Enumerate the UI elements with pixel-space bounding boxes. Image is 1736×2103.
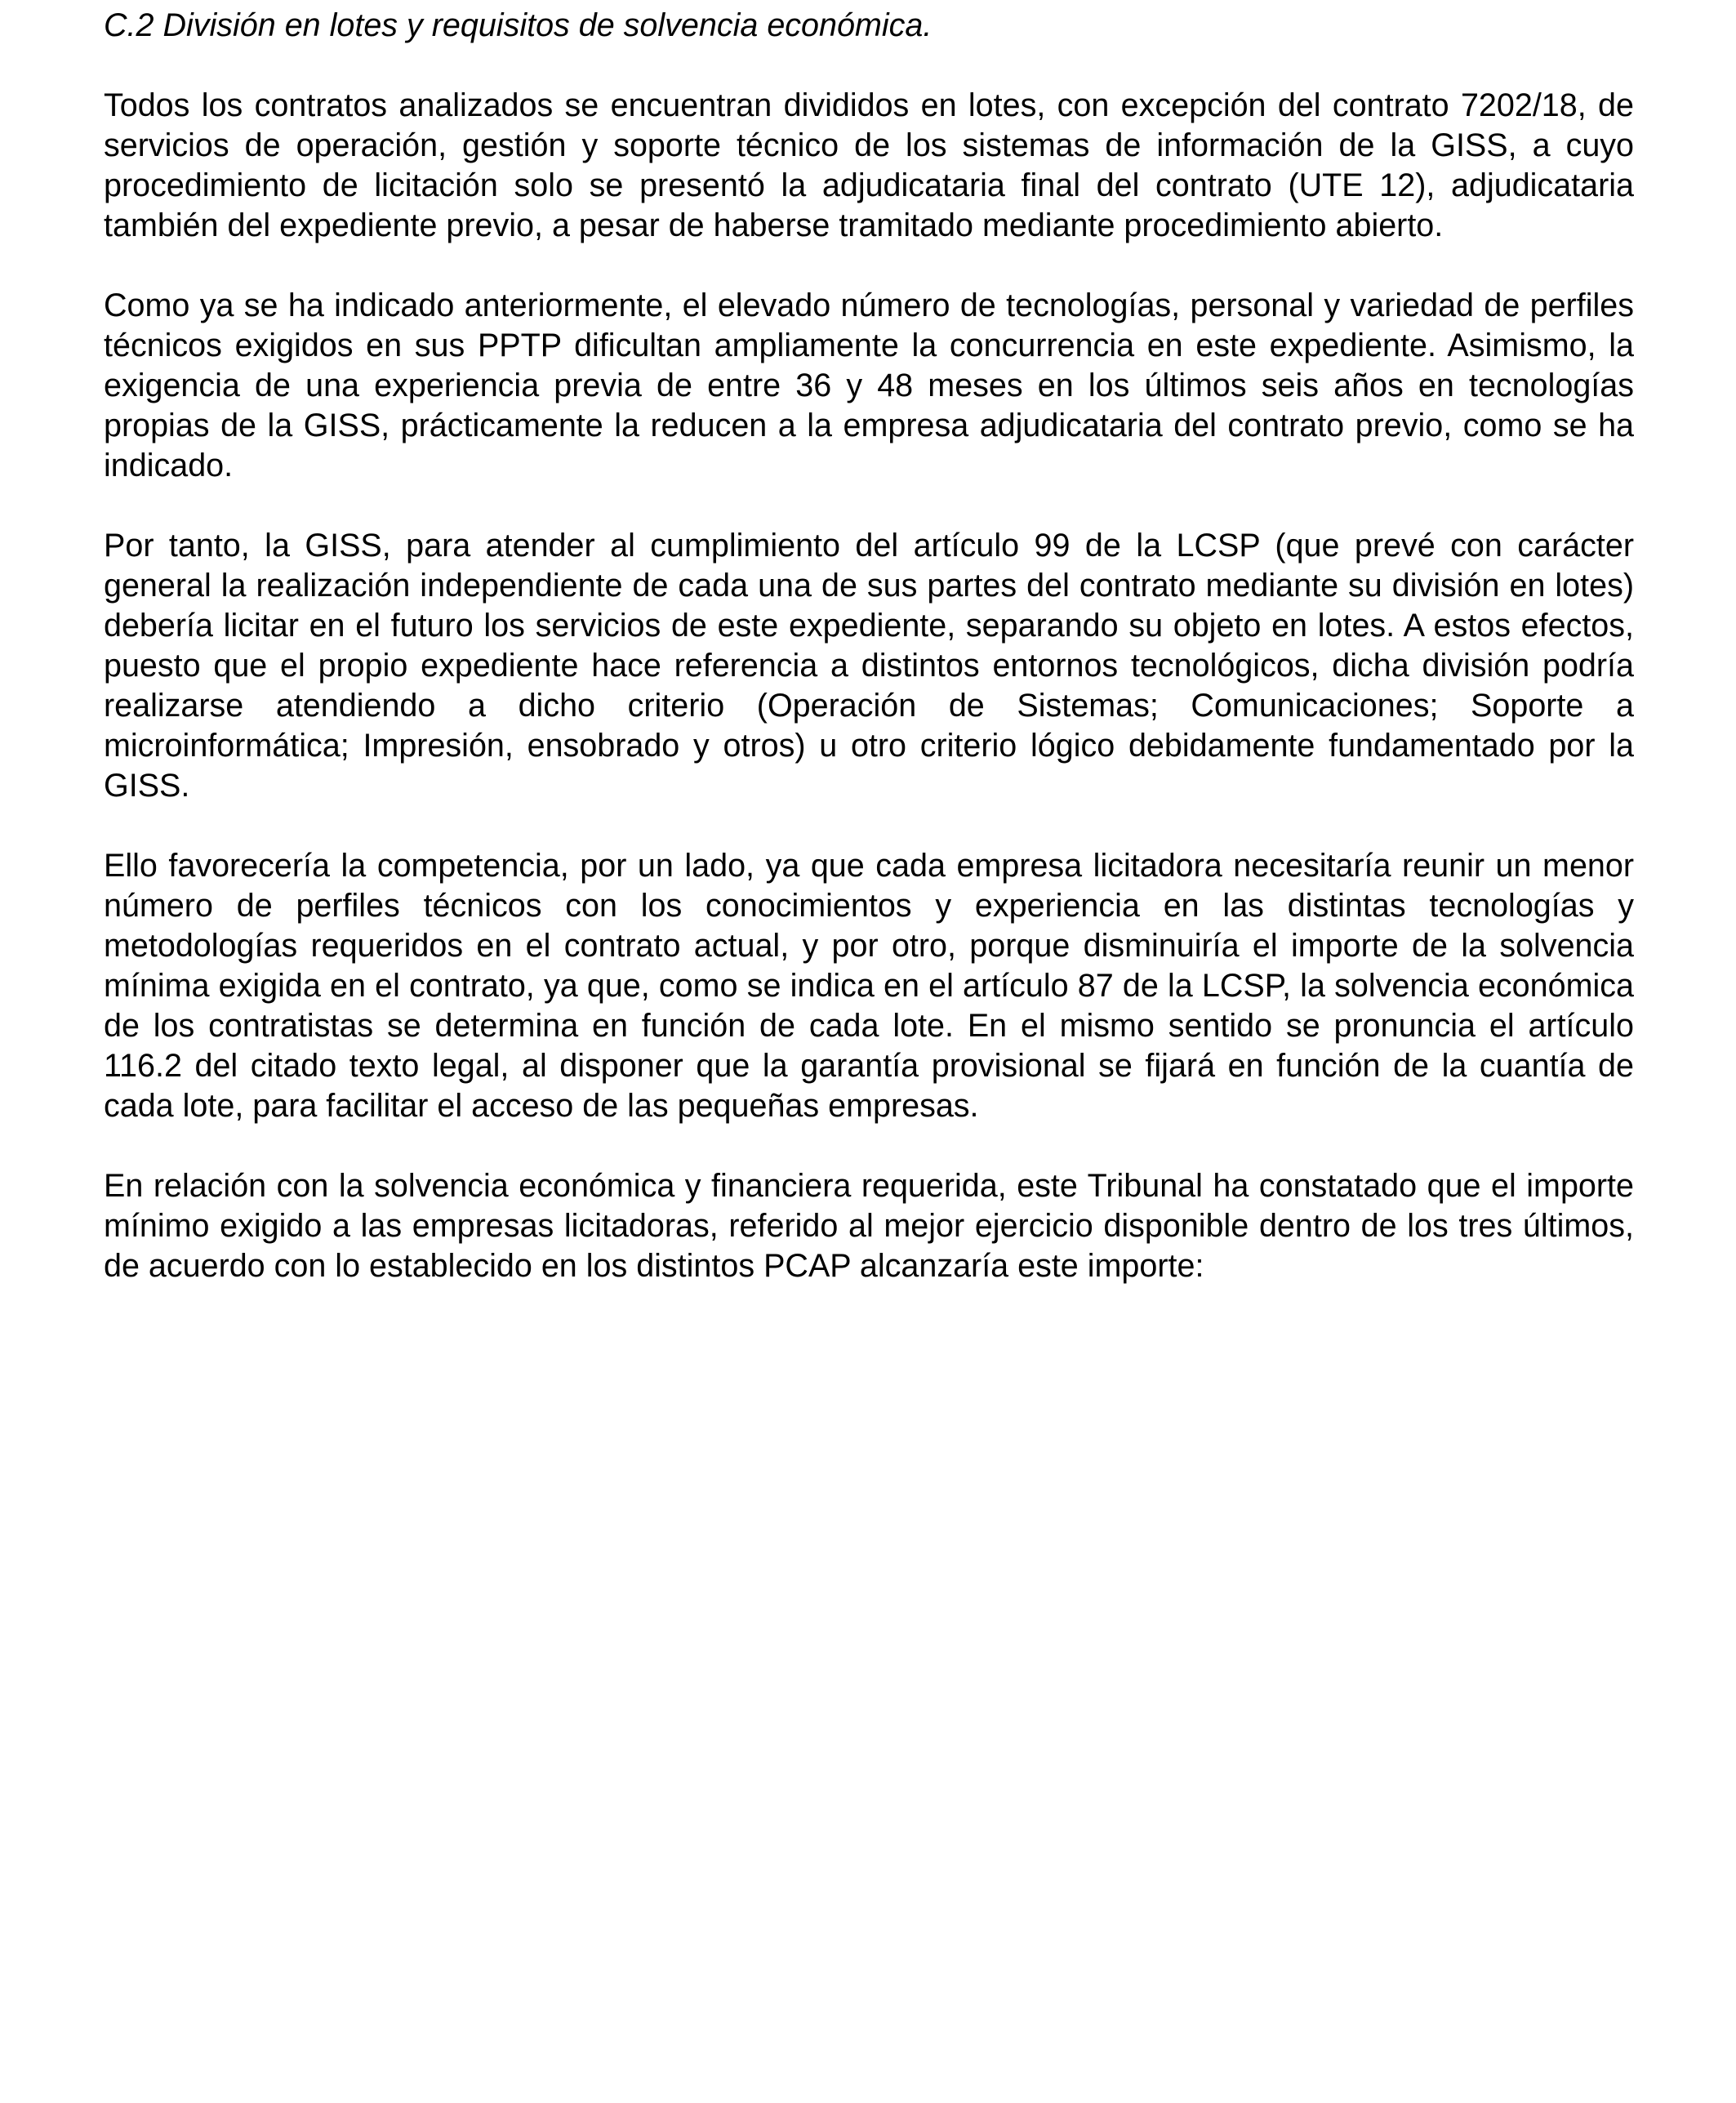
paragraph-competition-benefits: Ello favorecería la competencia, por un lado, ya que cada empresa licitadora necesitaría reunir un menor número de perfiles técnicos con los conocimientos y experiencia en las distintas tecnologías y metodologías requeridos en el contrato actual, y por otro, porque disminuiría el importe de la solvencia mínima exigida en el contrato, ya que, como se indica en el artículo 87 de la LCSP, la solvencia económica de los contratistas se determina en función de cada lote. En el mismo sentido se pronuncia el artículo 116.2 del citado texto legal, al disponer que la garantía provisional se fijará en función de la cuantía de cada lote, para facilitar el acceso de las pequeñas empresas. [104,848,1634,1124]
paragraph-lot-division-recommendation: Por tanto, la GISS, para atender al cumplimiento del artículo 99 de la LCSP (que prevé con carácter general la realización independiente de cada una de sus partes del contrato mediante su división en lotes) debería licitar en el futuro los servicios de este expediente, separando su objeto en lotes. A estos efectos, puesto que el propio expediente hace referencia a distintos entornos tecnológicos, dicha división podría realizarse atendiendo a dicho criterio (Operación de Sistemas; Comunicaciones; Soporte a microinformática; Impresión, ensobrado y otros) u otro criterio lógico debidamente fundamentado por la GISS. [104,528,1634,804]
section-heading: C.2 División en lotes y requisitos de solvencia económica. [104,7,933,43]
document-page [104,0,1634,1286]
paragraph-no-lot-exception: Todos los contratos analizados se encuentran divididos en lotes, con excepción del contrato 7202/18, de servicios de operación, gestión y soporte técnico de los sistemas de información de la GISS, a cuyo procedimiento de licitación solo se presentó la adjudicataria final del contrato (UTE 12), adjudicataria también del expediente previo, a pesar de haberse tramitado mediante procedimiento abierto. [104,87,1634,243]
paragraph-financial-solvency: En relación con la solvencia económica y financiera requerida, este Tribunal ha constatado que el importe mínimo exigido a las empresas licitadoras, referido al mejor ejercicio disponible dentro de los tres últimos, de acuerdo con lo establecido en los distintos PCAP alcanzaría este importe: [104,1168,1634,1284]
paragraph-technical-requirements: Como ya se ha indicado anteriormente, el elevado número de tecnologías, personal y variedad de perfiles técnicos exigidos en sus PPTP dificultan ampliamente la concurrencia en este expediente. Asimismo, la exigencia de una experiencia previa de entre 36 y 48 meses en los últimos seis años en tecnologías propias de la GISS, prácticamente la reducen a la empresa adjudicataria del contrato previo, como se ha indicado. [104,287,1634,483]
